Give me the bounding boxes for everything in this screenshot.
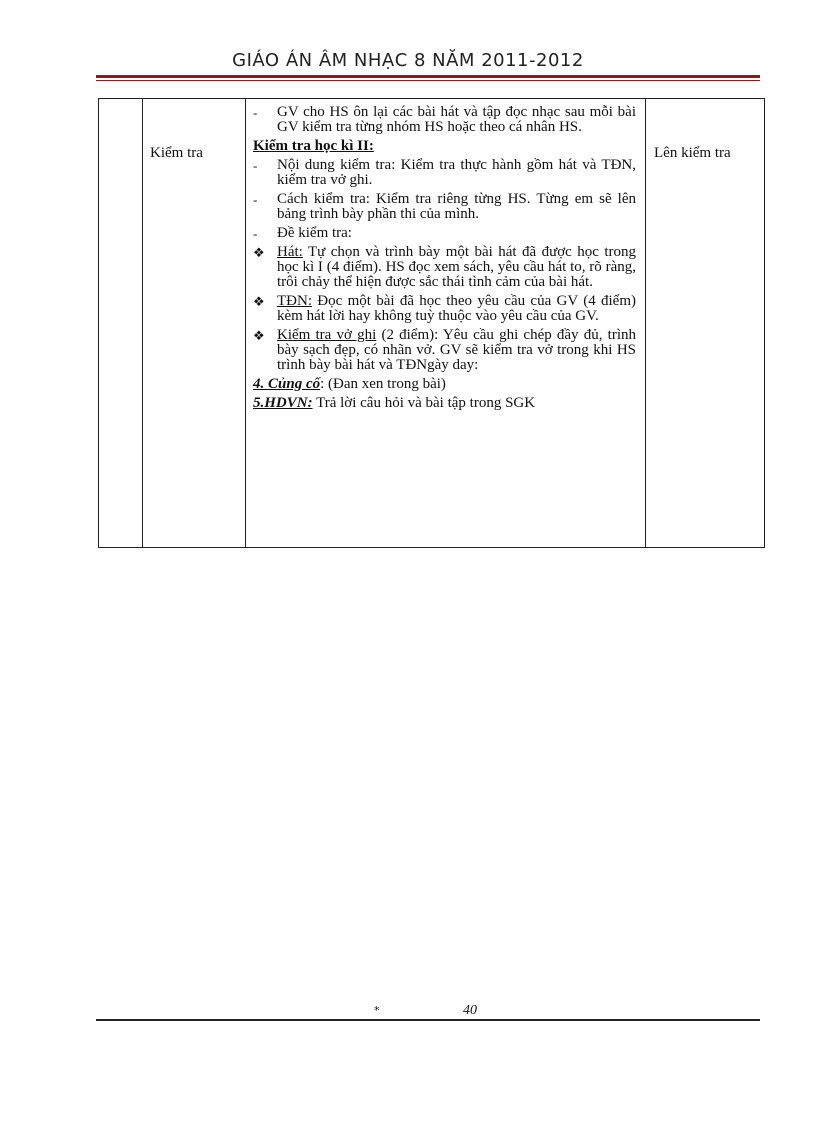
homework-text: Trả lời câu hỏi và bài tập trong SGK <box>312 395 536 411</box>
list-item <box>253 192 636 222</box>
consolidation-label: 4. Củng cố <box>253 376 321 392</box>
empty-cell <box>99 99 143 548</box>
sight-reading-label: TĐN: <box>277 293 312 309</box>
note-cell <box>646 99 765 548</box>
dash-bullet: - <box>253 192 258 207</box>
homework-label: 5.HDVN: <box>253 395 313 411</box>
lesson-table <box>98 98 765 548</box>
note-label: Lên kiểm tra <box>654 145 731 161</box>
notebook-check-text: (2 điểm): Yêu cầu ghi chép đầy đủ, trình bày sạch đẹp, có nhãn vở. GV sẽ kiểm tra vở trong khi HS trình bày bài hát và TĐNgày day: <box>277 327 636 373</box>
exam-heading: Đề kiểm tra: <box>277 225 352 241</box>
footer-star: * <box>374 1004 380 1017</box>
dash-bullet: - <box>253 158 258 173</box>
footer-rule <box>96 1019 760 1021</box>
dash-bullet: - <box>253 105 258 120</box>
intro-text: GV cho HS ôn lại các bài hát và tập đọc nhạc sau mỗi bài GV kiểm tra từng nhóm HS hoặc theo cá nhân HS. <box>277 104 636 135</box>
table-row <box>99 99 765 548</box>
list-item <box>253 158 636 188</box>
content-text: Nội dung kiểm tra: Kiểm tra thực hành gồm hát và TĐN, kiểm tra vở ghi. <box>277 157 636 188</box>
sight-reading-text: Đọc một bài đã học theo yêu cầu của GV (4 điểm) kèm hát lời hay không tuỳ thuộc vào yêu cầu của GV. <box>277 293 636 324</box>
page-header-title: GIÁO ÁN ÂM NHẠC 8 NĂM 2011-2012 <box>232 50 584 71</box>
list-item <box>253 245 636 290</box>
list-item <box>253 294 636 324</box>
list-item <box>253 328 636 373</box>
method-text: Cách kiểm tra: Kiểm tra riêng từng HS. Từng em sẽ lên bảng trình bày phần thi của mình. <box>277 191 636 222</box>
singing-label: Hát: <box>277 244 303 260</box>
dash-bullet: - <box>253 226 258 241</box>
section-title: Kiểm tra học kì II: <box>253 138 374 154</box>
notebook-check-label: Kiểm tra vở ghi <box>277 327 377 343</box>
diamond-bullet-icon: ❖ <box>253 328 265 343</box>
header-rule-thin <box>96 80 760 81</box>
singing-text: Tự chọn và trình bày một bài hát đã được học trong học kì I (4 điểm). HS đọc xem sách, yêu cầu hát to, rõ ràng, trôi chảy thể hiện được sắc thái tình cảm của bài hát. <box>277 244 636 290</box>
activity-label: Kiểm tra <box>150 145 203 161</box>
header-rule-thick <box>96 75 760 78</box>
activity-cell <box>143 99 246 548</box>
list-item <box>253 105 636 135</box>
consolidation-text: : (Đan xen trong bài) <box>320 376 446 392</box>
diamond-bullet-icon: ❖ <box>253 294 265 309</box>
diamond-bullet-icon: ❖ <box>253 245 265 260</box>
list-item <box>253 226 636 241</box>
page-number: 40 <box>463 1003 477 1018</box>
content-cell <box>246 99 646 548</box>
